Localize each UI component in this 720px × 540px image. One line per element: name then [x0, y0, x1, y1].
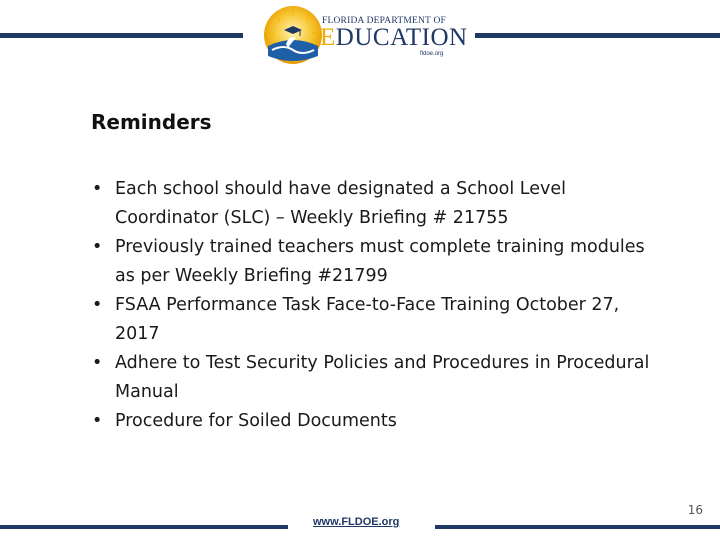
fldoe-logo [262, 4, 472, 66]
list-item-text: Adhere to Test Security Policies and Procedures in Procedural Manual [115, 353, 650, 402]
list-item-text: Procedure for Soiled Documents [115, 411, 397, 431]
header-rule-left [0, 33, 243, 38]
bullet-icon: • [92, 295, 103, 315]
logo-education-wordmark [320, 25, 468, 50]
bullet-icon: • [92, 353, 103, 373]
list-item-text: Each school should have designated a School Level Coordinator (SLC) – Weekly Briefing # 21755 [115, 179, 566, 228]
bullet-icon: • [92, 411, 103, 431]
list-item [91, 407, 651, 436]
state-seal-icon [262, 4, 324, 66]
list-item [91, 175, 651, 233]
logo-education-rest: DUCATION [335, 24, 468, 51]
slide-title: Reminders [91, 110, 212, 134]
bullet-list [91, 175, 651, 436]
header-rule-right [475, 33, 720, 38]
logo-education-initial: E [320, 24, 336, 51]
list-item [91, 233, 651, 291]
list-item [91, 291, 651, 349]
list-item [91, 349, 651, 407]
page-number: 16 [687, 503, 703, 517]
list-item-text: FSAA Performance Task Face-to-Face Training October 27, 2017 [115, 295, 620, 344]
bullet-icon: • [92, 237, 103, 257]
list-item-text: Previously trained teachers must complete training modules as per Weekly Briefing #21799 [115, 237, 645, 286]
logo-site-text: fldoe.org [420, 51, 444, 57]
footer-rule-left [0, 525, 288, 529]
bullet-icon: • [92, 179, 103, 199]
fldoe-website-link[interactable]: www.FLDOE.org [313, 516, 400, 528]
footer-rule-right [435, 525, 720, 529]
logo-department-text: FLORIDA DEPARTMENT OF [322, 16, 446, 26]
